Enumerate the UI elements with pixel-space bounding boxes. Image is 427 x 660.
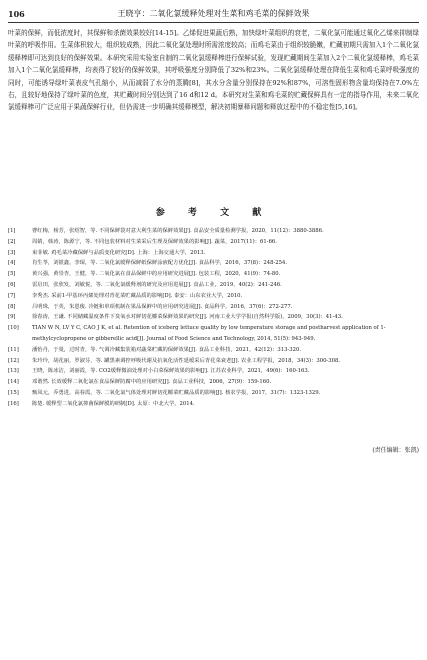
- reference-item: [8, 280, 419, 291]
- reference-index: [2]: [8, 238, 16, 245]
- responsible-editor: (责任编辑：张凯): [372, 447, 419, 454]
- reference-text: 邓谐然. 长效缓释二氧化氯在食品保鲜防腐中的应用研究[J]. 食品工业科技，2006，27(9)：159-160.: [32, 379, 272, 386]
- reference-text: TIAN W N, LV Y C, CAO J K, et al. Retention of iceberg lettuce quality by low temperature storage and postharvest application of 1-methylcyclopropene or gibberellic acid[J]. Journal of Food Science and Technology, 2014, 51(5): 943-949.: [32, 325, 386, 342]
- reference-index: [13]: [8, 368, 19, 375]
- reference-index: [14]: [8, 379, 19, 386]
- reference-index: [4]: [8, 260, 16, 267]
- reference-text: 王晓，陈冰洁，刘丽霞，等. CO2缓释微油处理对小白菜保鲜效果的影响[J]. 江苏农业科学，2021，49(6)：160-163.: [32, 368, 310, 375]
- reference-index: [10]: [8, 325, 19, 332]
- running-title: 王晓亨：二氧化氯缓释处理对生菜和鸡毛菜的保鲜效果: [117, 9, 310, 18]
- reference-item: [8, 388, 419, 399]
- reference-index: [7]: [8, 292, 16, 299]
- reference-item: [8, 323, 419, 345]
- reference-index: [5]: [8, 271, 16, 278]
- body-text: [8, 27, 419, 114]
- body-paragraph: 叶菜的保鲜，而低浓度时，其保鲜和杀菌效果较好[14-15]。乙烯促进果蔬后熟，加快绿叶菜组织的衰老，二氧化氯可能通过氧化乙烯来抑制绿叶菜的呼吸作用。生菜体积较大，组织较成熟，因此二氧化氯处理时所需浓度较高；而鸡毛菜由于组织较脆嫩，贮藏初期只需加入1个二氧化氯缓释棒即可达到良好的保鲜效果。本研究采用实验室自制的二氧化氯缓释棒进行保鲜试验，发现贮藏期间生菜加入2个二氧化氯缓释棒，鸡毛菜加入1个二氧化氯缓释棒，均表得了较好的保鲜效果，其呼吸强度分别降低了32%和23%。二氧化氯缓释处理在降低生菜和鸡毛菜呼吸强度的同时，可能诱导绿叶菜表皮气孔缩小，从而减弱了水分的蒸腾[8]，其水分含量分别保持在92%和87%，可溶性固形物含量均保持在7.0%左右，且较好地保持了绿叶菜的色度，其贮藏时间分别达到了16 d和12 d。本研究对生菜和鸡毛菜的贮藏保鲜具有一定的指导作用，未来二氧化氯缓释棒可广泛应用于果蔬保鲜行业，但仍需进一步明确其缓释模型，解决初期暴释问题和释放过程中的不稳定性[5,16]。: [8, 29, 419, 112]
- reference-text: 肖生苓，刘银鑫，李琛，等. 二氧化氯缓释保鲜纸保鲜涂液配方优化[J]. 食品科学，2016，37(8)：248-254.: [32, 260, 288, 267]
- reference-text: 李秀杰. 采前1-甲基环丙烯处理对青花菜贮藏品质的影响[D]. 泰安：山东农业大学，2010.: [32, 292, 243, 299]
- reference-item: [8, 377, 419, 388]
- reference-item: [8, 269, 419, 280]
- reference-index: [15]: [8, 389, 19, 396]
- reference-text: 曹红梅，杨芳，张绍智，等. 不同保鲜袋对意大利生菜的保鲜效果[J]. 食品安全质量检测学报，2020，11(12)：3880-3886.: [32, 228, 324, 234]
- page-number: 106: [8, 9, 25, 19]
- reference-index: [8]: [8, 303, 16, 310]
- reference-text: 黄兴强，黄崇杏，王健，等. 二氧化氯在食品保鲜中的应用研究进展[J]. 包装工程，2020，41(9)：74-80.: [32, 271, 281, 278]
- references-heading: 参 考 文 献: [155, 208, 272, 218]
- reference-item: [8, 399, 419, 410]
- reference-index: [16]: [8, 400, 19, 407]
- reference-text: 朱玲玲，胡花丽，罗淑芬，等. 罐黑素调控呼吸代谢及抗氧化活性延缓采后青花菜衰老[J]. 农业工程学报，2018，34(3)：300-308.: [32, 357, 341, 364]
- reference-item: [8, 226, 419, 237]
- reference-item: [8, 291, 419, 302]
- reference-text: 吕明珠，于英，朱恩俊. 冷链和单项机制在果品保鲜中的应用研究进展[J]. 食品科学，2016，37(6)：272-277.: [32, 303, 293, 310]
- reference-index: [3]: [8, 249, 16, 256]
- reference-text: 潘怡丹，于曼，过时青，等. 气调冷藏集装箱对蔬菜贮藏的保鲜效果[J]. 食品工业科技，2021，42(12)：313-320.: [32, 346, 302, 353]
- reference-index: [6]: [8, 281, 16, 288]
- reference-text: 陈楚. 缓释型二氧化氯抑菌保鲜膜的研制[D]. 太原：中北大学，2014.: [32, 400, 195, 407]
- reference-item: [8, 312, 419, 323]
- reference-index: [11]: [8, 346, 19, 353]
- reference-text: 周婧，韩涛，陈源宁，等. 不同包装材料对生菜采后生理及保鲜效果的影响[J]. 蔬菜，2017(11)：61-66.: [32, 238, 277, 245]
- reference-item: [8, 356, 419, 367]
- reference-item: [8, 302, 419, 313]
- reference-item: [8, 258, 419, 269]
- reference-text: 甄凤元，乔勇进，高眷霞，等. 二氧化氯气体处理对鲜切花椰菜贮藏品质的影响[J]. 核农学报，2017，31(7)：1323-1329.: [32, 389, 321, 396]
- reference-item: [8, 248, 419, 259]
- reference-index: [1]: [8, 228, 16, 234]
- reference-item: [8, 366, 419, 377]
- references-list: [8, 226, 419, 410]
- reference-item: [8, 237, 419, 248]
- reference-text: 束菲敏. 鸡毛菜冷藏保鲜与品质变化研究[D]. 上海：上海交通大学，2013.: [32, 249, 206, 256]
- reference-index: [12]: [8, 357, 19, 364]
- page-header: [8, 6, 419, 23]
- reference-text: 雷启田，张欣发，刘敏悦，等. 二氧化氯缓释剂的研究及应用进展[J]. 食品工业，2019，40(2)：241-246.: [32, 281, 282, 288]
- reference-text: 徐春涛，王谦. 不同储藏温度条件下臭氧水对鲜切花椰菜保鲜效果的研究[J]. 河南工业大学学报(自然科学版)，2009，30(3)：41-43.: [32, 314, 343, 321]
- reference-item: [8, 345, 419, 356]
- reference-index: [9]: [8, 314, 16, 321]
